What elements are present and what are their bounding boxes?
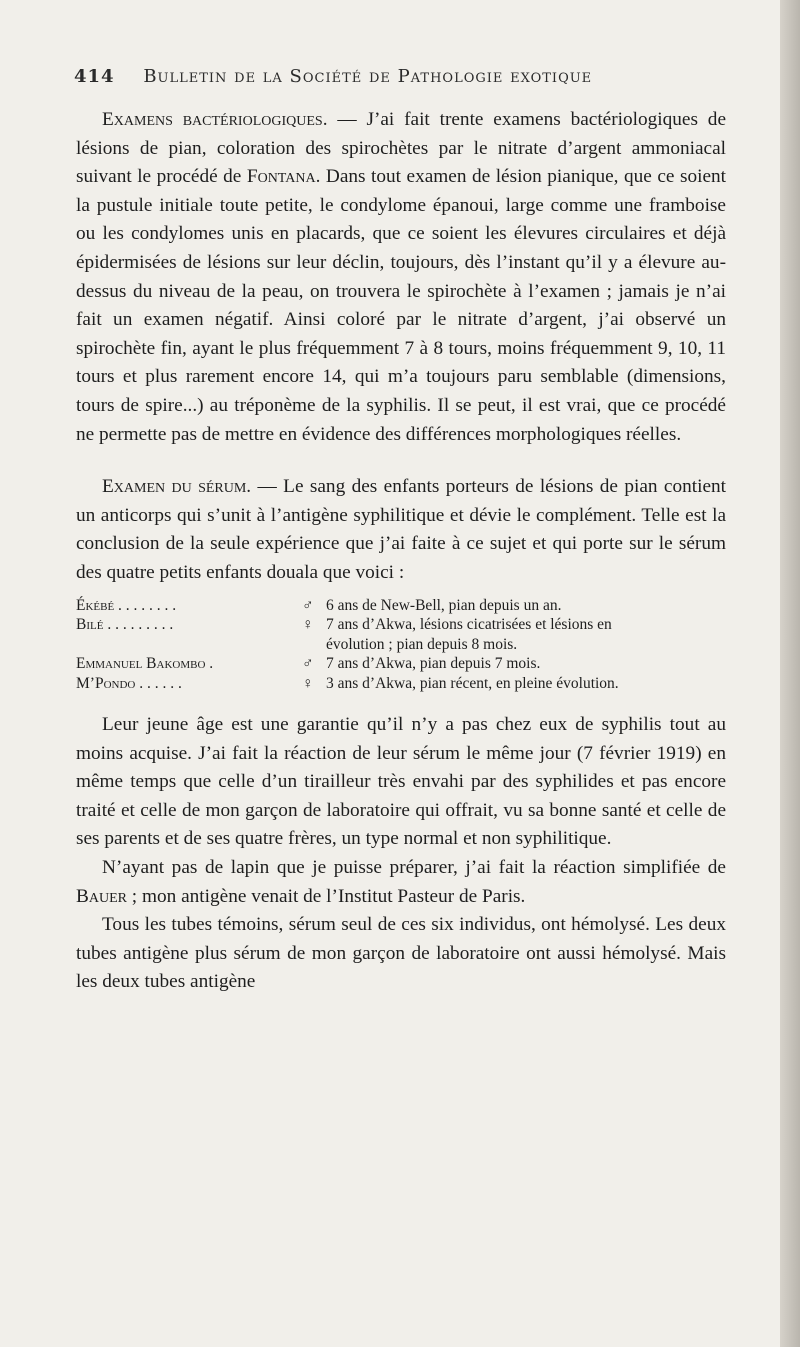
paragraph-serum-exam	[76, 473, 726, 587]
author-name-bauer: Bauer	[76, 885, 127, 907]
patient-name: M’Pondo . . . . . .	[76, 674, 182, 692]
paragraph-control-tubes: Tous les tubes témoins, sérum seul de ces six individus, ont hémolysé. Les deux tubes antigène plus sérum de mon garçon de laboratoire ont aussi hémolysé. Mais les deux tubes antigène	[76, 914, 726, 993]
paragraph-text: ; mon antigène venait de l’Institut Pasteur de Paris.	[126, 885, 526, 907]
paragraph-text: — Le sang des enfants porteurs de lésions de pian contient un anticorps qui s’unit à l’antigène syphilitique et dévie le complément. Telle est la conclusion de la seule expérience que j’ai faite à ce sujet et qui porte sur le sérum des quatre petits enfants douala que voici :	[76, 476, 727, 583]
patient-description: 6 ans de New-Bell, pian depuis un an.	[326, 596, 562, 614]
running-header	[74, 66, 724, 87]
patient-name: Bilé . . . . . . . . .	[76, 616, 174, 633]
running-title: Bulletin de la Société de Pathologie exotique	[143, 66, 593, 87]
patient-name: Ékébé . . . . . . . .	[76, 596, 177, 614]
paragraph-text: . Dans tout examen de lésion pianique, que ce soient la pustule initiale toute petite, le condylome épanoui, large comme une framboise ou les condylomes unis en placards, que ce soient les élevures circulaires et déjà épidermisées de lésions sur leur déclin, toujours, dès l’instant qu’il y a élevure au-dessus du niveau de la peau, on trouvera le spirochète à l’examen ; jamais je n’ai fait un examen négatif. Ainsi coloré par le nitrate d’argent, j’ai observé un spirochète fin, ayant le plus fréquemment 7 à 8 tours, moins fréquemment 9, 10, 11 tours et plus rarement encore 14, qui m’a toujours paru semblable (dimensions, tours de spire...) au tréponème de la syphilis. Il se peut, il est vrai, que ce procédé ne permette pas de mettre en évidence des différences morphologiques réelles.	[76, 166, 727, 445]
paragraph-text: — J’ai fait trente examens bactériologiques de lésions de pian, coloration des spirochètes par le nitrate d’argent ammoniacal suivant le procédé de	[76, 109, 727, 188]
list-item	[76, 596, 726, 616]
page-number: 414	[74, 66, 115, 87]
section-lead-serum: Examen du sérum.	[102, 476, 252, 498]
list-item	[76, 654, 726, 674]
page-edge-shadow	[780, 0, 800, 1347]
sex-symbol: ♂	[302, 655, 314, 672]
author-name-fontana: Fontana	[246, 166, 316, 188]
sex-symbol: ♂	[302, 596, 314, 614]
list-item	[76, 615, 726, 635]
patient-description-continued: évolution ; pian depuis 8 mois.	[326, 635, 518, 653]
patient-list	[76, 596, 726, 694]
paragraph-bauer-reaction	[76, 854, 726, 911]
paragraph-text: N’ayant pas de lapin que je puisse préparer, j’ai fait la réaction simplifiée de	[102, 856, 726, 878]
paragraph-young-age: Leur jeune âge est une garantie qu’il n’y a pas chez eux de syphilis tout au moins acquise. J’ai fait la réaction de leur sérum le même jour (7 février 1919) en même temps que celle d’un tirailleur très envahi par des syphilides et pas encore traité et celle de mon garçon de laboratoire qui offrait, vu sa bonne santé et celle de ses parents et de ses quatre frères, un type normal et non syphilitique.	[76, 714, 726, 850]
patient-description: 3 ans d’Akwa, pian récent, en pleine évolution.	[326, 674, 619, 692]
sex-symbol: ♀	[302, 674, 314, 692]
patient-description: 7 ans d’Akwa, pian depuis 7 mois.	[326, 655, 541, 672]
article-body	[76, 106, 726, 997]
patient-name: Emmanuel Bakombo .	[76, 655, 214, 672]
patient-description: 7 ans d’Akwa, lésions cicatrisées et lésions en	[326, 616, 612, 633]
section-lead-bacteriological: Examens bactériologiques.	[102, 109, 328, 130]
paragraph-bacteriological-exams	[76, 106, 726, 449]
list-item	[76, 674, 726, 694]
sex-symbol: ♀	[302, 616, 314, 633]
